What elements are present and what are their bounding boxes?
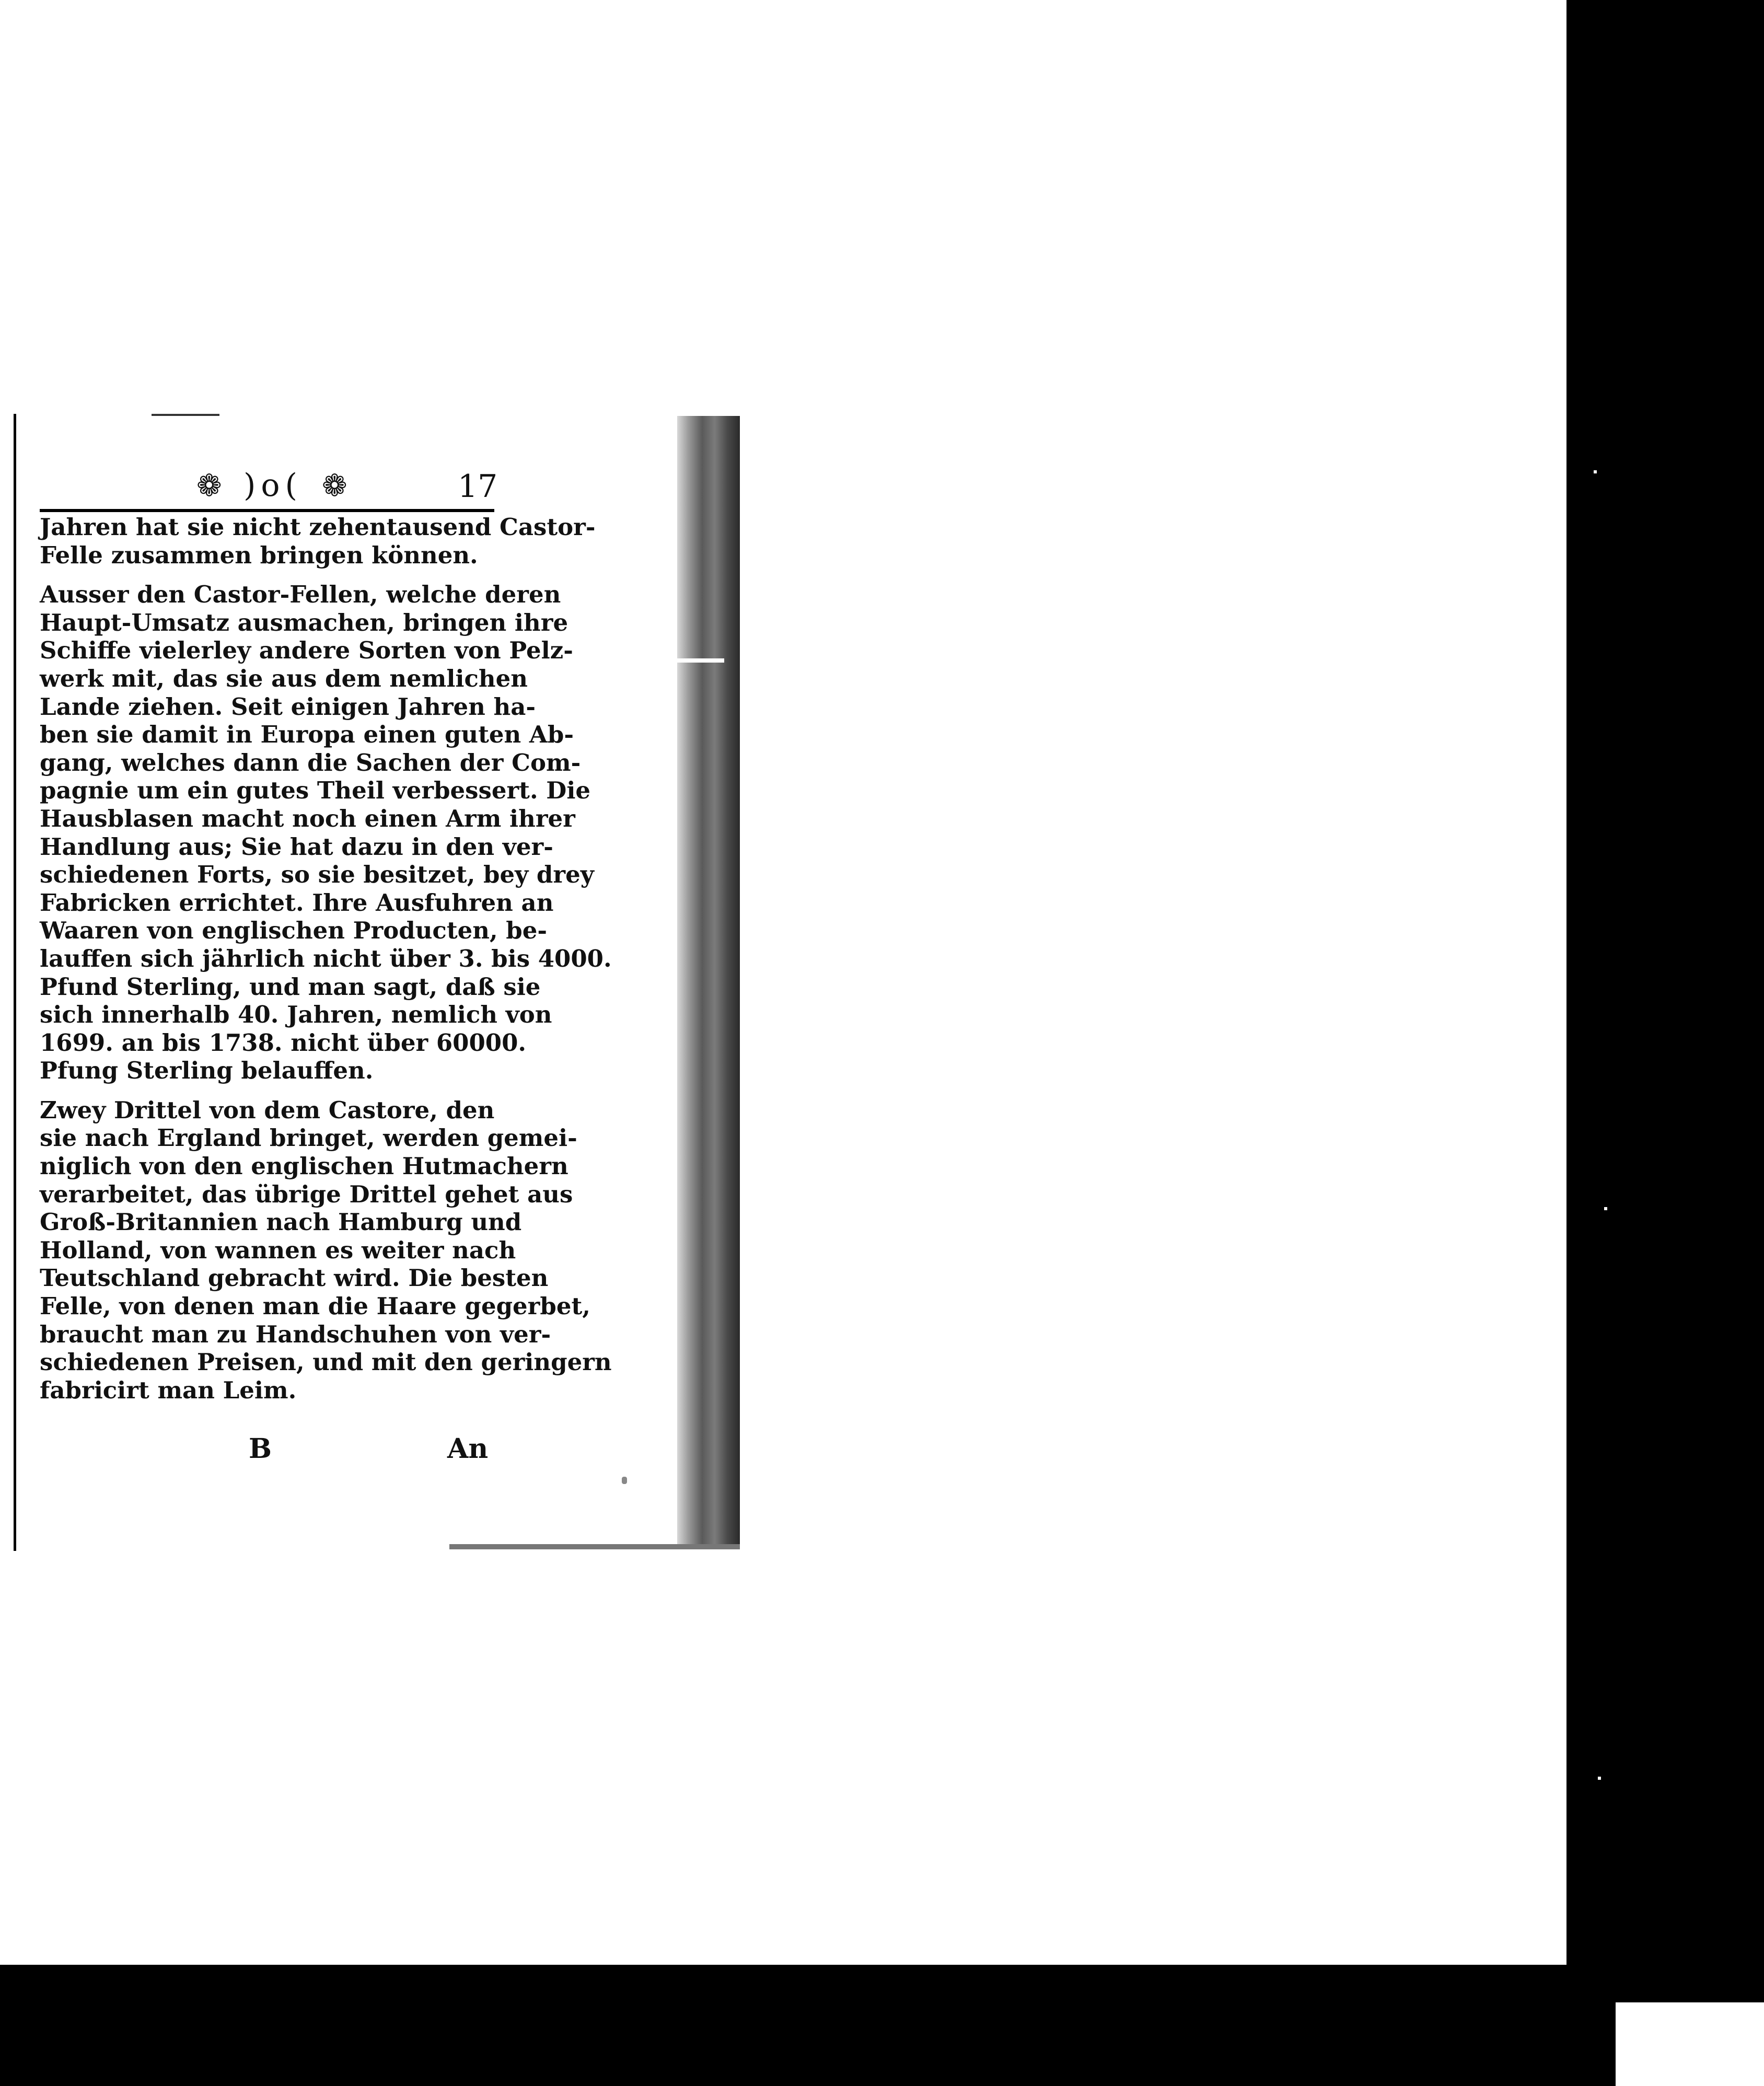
text-line: Holland, von wannen es weiter nach bbox=[40, 1236, 516, 1264]
page-bottom-shadow bbox=[449, 1544, 740, 1549]
ornament-icon: ❁ bbox=[196, 468, 222, 503]
text-line: Handlung aus; Sie hat dazu in den ver- bbox=[40, 832, 553, 861]
page-number: 17 bbox=[458, 468, 498, 505]
text-line: Groß-Britannien nach Hamburg und bbox=[40, 1208, 522, 1236]
text-line: ben sie damit in Europa einen guten Ab- bbox=[40, 721, 574, 749]
text-line: gang, welches dann die Sachen der Com- bbox=[40, 748, 581, 777]
text-line: 1699. an bis 1738. nicht über 60000. bbox=[40, 1028, 527, 1057]
scan-left-rule bbox=[14, 414, 16, 1551]
paragraph-break bbox=[40, 1085, 489, 1096]
text-line: Waaren von englischen Producten, be- bbox=[40, 917, 548, 945]
text-line: Zwey Drittel von dem Castore, den bbox=[40, 1096, 495, 1124]
text-line: schiedenen Forts, so sie besitzet, bey drey bbox=[40, 861, 594, 889]
scan-background-bottom bbox=[0, 1965, 1764, 2086]
paragraph-break bbox=[40, 569, 489, 581]
page-edge-notch bbox=[677, 658, 724, 663]
text-line: schiedenen Preisen, und mit den geringern bbox=[40, 1348, 612, 1376]
text-line: lauffen sich jährlich nicht über 3. bis 4000. bbox=[40, 944, 612, 972]
scan-corner bbox=[1616, 2002, 1764, 2086]
text-line: fabricirt man Leim. bbox=[40, 1376, 297, 1404]
text-line: werk mit, das sie aus dem nemlichen bbox=[40, 664, 528, 692]
text-line: niglich von den englischen Hutmachern bbox=[40, 1152, 568, 1180]
header-ornament-text: )o( bbox=[243, 467, 303, 504]
scan-speck bbox=[1598, 1777, 1601, 1780]
scan-speck bbox=[1594, 470, 1597, 473]
text-line: pagnie um ein gutes Theil verbessert. Die bbox=[40, 777, 591, 805]
text-line: Hausblasen macht noch einen Arm ihrer bbox=[40, 804, 575, 832]
header-rule bbox=[40, 509, 494, 512]
text-line: braucht man zu Handschuhen von ver- bbox=[40, 1320, 551, 1348]
text-line: Ausser den Castor-Fellen, welche deren bbox=[40, 581, 561, 609]
signature-mark: B bbox=[249, 1433, 272, 1465]
ornament-icon: ❁ bbox=[322, 468, 347, 503]
text-line: Pfund Sterling, und man sagt, daß sie bbox=[40, 972, 541, 1001]
text-line: sie nach Ergland bringet, werden gemei- bbox=[40, 1124, 577, 1152]
text-line: Felle, von denen man die Haare gegerbet, bbox=[40, 1292, 590, 1320]
text-line: Felle zusammen bringen können. bbox=[40, 541, 478, 569]
page-edge bbox=[677, 416, 740, 1549]
body-text bbox=[40, 513, 612, 1404]
text-line: Fabricken errichtet. Ihre Ausfuhren an bbox=[40, 888, 554, 917]
text-line: verarbeitet, das übrige Drittel gehet aus bbox=[40, 1180, 573, 1208]
text-line: Teutschland gebracht wird. Die besten bbox=[40, 1264, 549, 1292]
text-line: Schiffe vielerley andere Sorten von Pelz- bbox=[40, 636, 573, 665]
catchword: An bbox=[447, 1433, 489, 1465]
page-footer bbox=[40, 1433, 489, 1469]
paper-speck bbox=[622, 1477, 627, 1484]
text-line: sich innerhalb 40. Jahren, nemlich von bbox=[40, 1001, 552, 1029]
text-line: Pfung Sterling belauffen. bbox=[40, 1057, 374, 1085]
scan-speck bbox=[1604, 1207, 1607, 1210]
scan-background-right bbox=[1566, 0, 1764, 2086]
text-line: Lande ziehen. Seit einigen Jahren ha- bbox=[40, 692, 536, 721]
text-line: Jahren hat sie nicht zehentausend Castor- bbox=[40, 513, 596, 541]
text-line: Haupt-Umsatz ausmachen, bringen ihre bbox=[40, 608, 568, 636]
